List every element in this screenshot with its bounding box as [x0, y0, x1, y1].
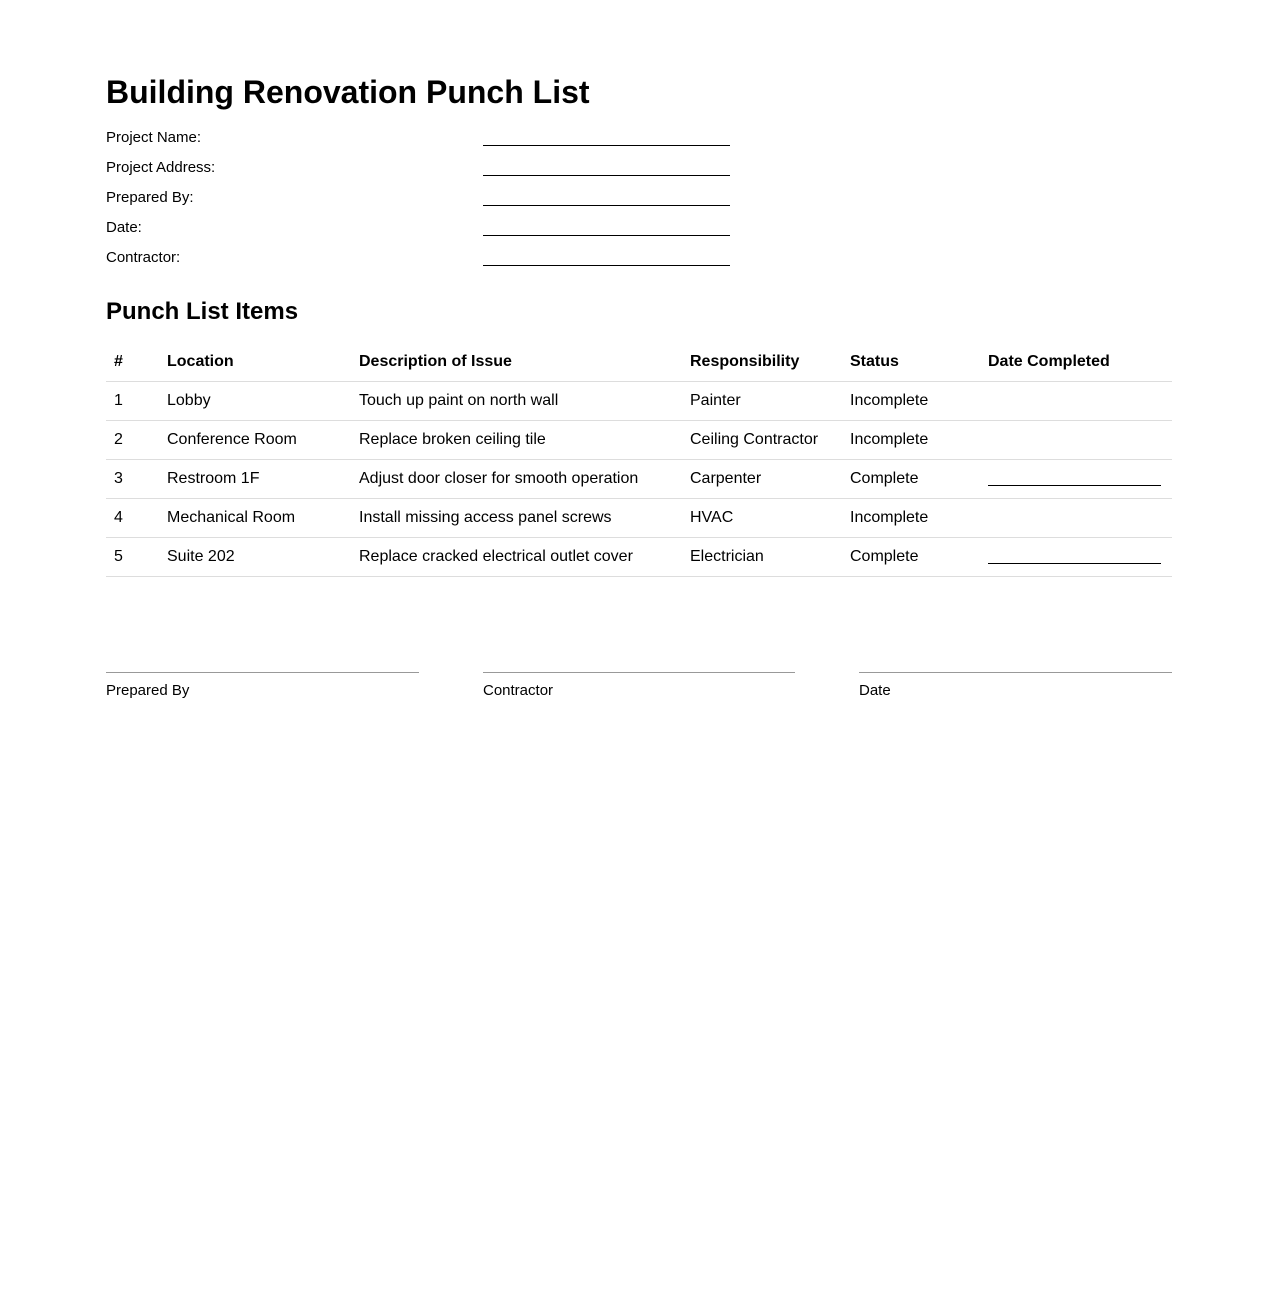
- info-row-prepared-by: [106, 187, 730, 217]
- cell-status: Incomplete: [842, 499, 980, 538]
- cell-location: Suite 202: [159, 538, 351, 577]
- blank-line: [483, 175, 730, 176]
- project-info: [106, 127, 730, 277]
- cell-location: Mechanical Room: [159, 499, 351, 538]
- cell-num: 4: [106, 499, 159, 538]
- cell-date-completed: [980, 460, 1172, 499]
- cell-status: Complete: [842, 538, 980, 577]
- blank-line: [483, 235, 730, 236]
- cell-num: 3: [106, 460, 159, 499]
- punch-list-table: [106, 342, 1172, 577]
- cell-description: Touch up paint on north wall: [351, 382, 682, 421]
- date-blank-line: [988, 563, 1161, 564]
- cell-date-completed: [980, 421, 1172, 460]
- info-label: Prepared By:: [106, 189, 194, 206]
- info-row-project-address: [106, 157, 730, 187]
- info-label: Date:: [106, 219, 142, 236]
- info-row-contractor: [106, 247, 730, 277]
- cell-responsibility: Carpenter: [682, 460, 842, 499]
- cell-status: Incomplete: [842, 421, 980, 460]
- cell-date-completed: [980, 382, 1172, 421]
- info-row-date: [106, 217, 730, 247]
- cell-description: Replace broken ceiling tile: [351, 421, 682, 460]
- cell-description: Adjust door closer for smooth operation: [351, 460, 682, 499]
- info-label: Project Address:: [106, 159, 216, 176]
- date-blank-line: [988, 485, 1161, 486]
- cell-responsibility: Painter: [682, 382, 842, 421]
- cell-location: Conference Room: [159, 421, 351, 460]
- cell-num: 2: [106, 421, 159, 460]
- info-label: Contractor:: [106, 249, 181, 266]
- blank-line: [483, 265, 730, 266]
- header-location: Location: [159, 342, 351, 382]
- header-responsibility: Responsibility: [682, 342, 842, 382]
- signature-label: Prepared By: [106, 682, 190, 699]
- table-row: [106, 460, 1172, 499]
- signature-contractor: [483, 672, 795, 699]
- cell-description: Install missing access panel screws: [351, 499, 682, 538]
- signature-label: Contractor: [483, 682, 554, 699]
- cell-responsibility: Electrician: [682, 538, 842, 577]
- section-title: Punch List Items: [106, 298, 299, 325]
- header-date-completed: Date Completed: [980, 342, 1172, 382]
- blank-line: [483, 205, 730, 206]
- info-row-project-name: [106, 127, 730, 157]
- cell-num: 5: [106, 538, 159, 577]
- table-row: [106, 382, 1172, 421]
- cell-description: Replace cracked electrical outlet cover: [351, 538, 682, 577]
- cell-date-completed: [980, 499, 1172, 538]
- cell-responsibility: Ceiling Contractor: [682, 421, 842, 460]
- page-title: Building Renovation Punch List: [106, 74, 590, 110]
- cell-location: Lobby: [159, 382, 351, 421]
- signature-prepared-by: [106, 672, 419, 699]
- header-description: Description of Issue: [351, 342, 682, 382]
- header-status: Status: [842, 342, 980, 382]
- cell-location: Restroom 1F: [159, 460, 351, 499]
- table-header-row: [106, 342, 1172, 382]
- table-row: [106, 538, 1172, 577]
- cell-date-completed: [980, 538, 1172, 577]
- table-row: [106, 499, 1172, 538]
- signature-date: [859, 672, 1172, 699]
- signature-label: Date: [859, 682, 891, 699]
- table-row: [106, 421, 1172, 460]
- cell-num: 1: [106, 382, 159, 421]
- header-number: #: [106, 342, 159, 382]
- blank-line: [483, 145, 730, 146]
- info-label: Project Name:: [106, 129, 202, 146]
- cell-status: Complete: [842, 460, 980, 499]
- cell-status: Incomplete: [842, 382, 980, 421]
- cell-responsibility: HVAC: [682, 499, 842, 538]
